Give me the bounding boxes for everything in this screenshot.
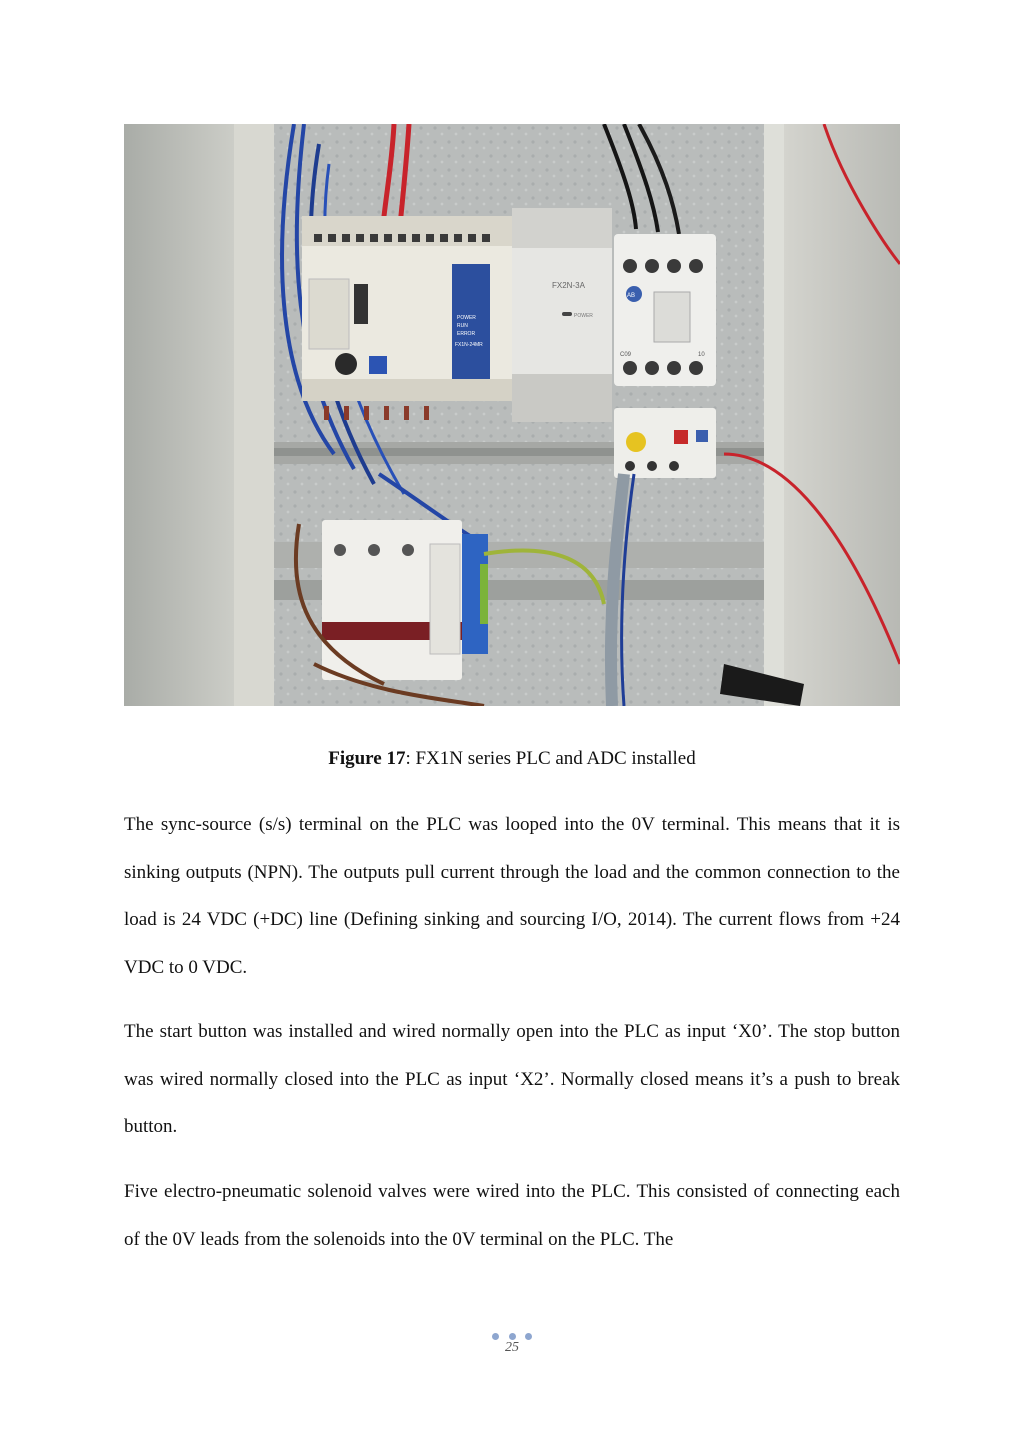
contactor-code-text: C09 [620,352,632,358]
page-number: 25 [505,1340,519,1355]
figure-caption [124,746,900,772]
svg-text:ERROR: ERROR [457,331,476,337]
plc-model-text: FX1N-24MR [455,342,483,348]
figure-caption-text: : FX1N series PLC and ADC installed [405,748,696,769]
adc-model-text: FX2N-3A [552,281,585,290]
figure-photo [124,124,900,706]
svg-text:POWER: POWER [457,315,476,321]
paragraph-solenoid-valves: Five electro-pneumatic solenoid valves were wired into the PLC. This consisted of connecting each of the 0V leads from the solenoids into the 0V terminal on the PLC. The [124,1181,900,1250]
contactor-rating-text: 10 [698,352,705,358]
svg-text:RUN: RUN [457,323,468,329]
paragraph-start-stop-buttons: The start button was installed and wired normally open into the PLC as input ‘X0’. The stop button was wired normally closed into the PLC as input ‘X2’. Normally closed means it’s a push to break button. [124,1021,900,1138]
figure-label: Figure 17 [328,748,406,769]
paragraph-sinking-outputs: The sync-source (s/s) terminal on the PLC was looped into the 0V terminal. This means that it is sinking outputs (NPN). The outputs pull current through the load and the common connection to the load is 24 VDC (+DC) line (Defining sinking and sourcing I/O, 2014). The current flows from +24 VDC to 0 VDC. [124,814,900,978]
adc-power-text: POWER [574,313,593,319]
ab-logo-text: AB [627,293,636,299]
